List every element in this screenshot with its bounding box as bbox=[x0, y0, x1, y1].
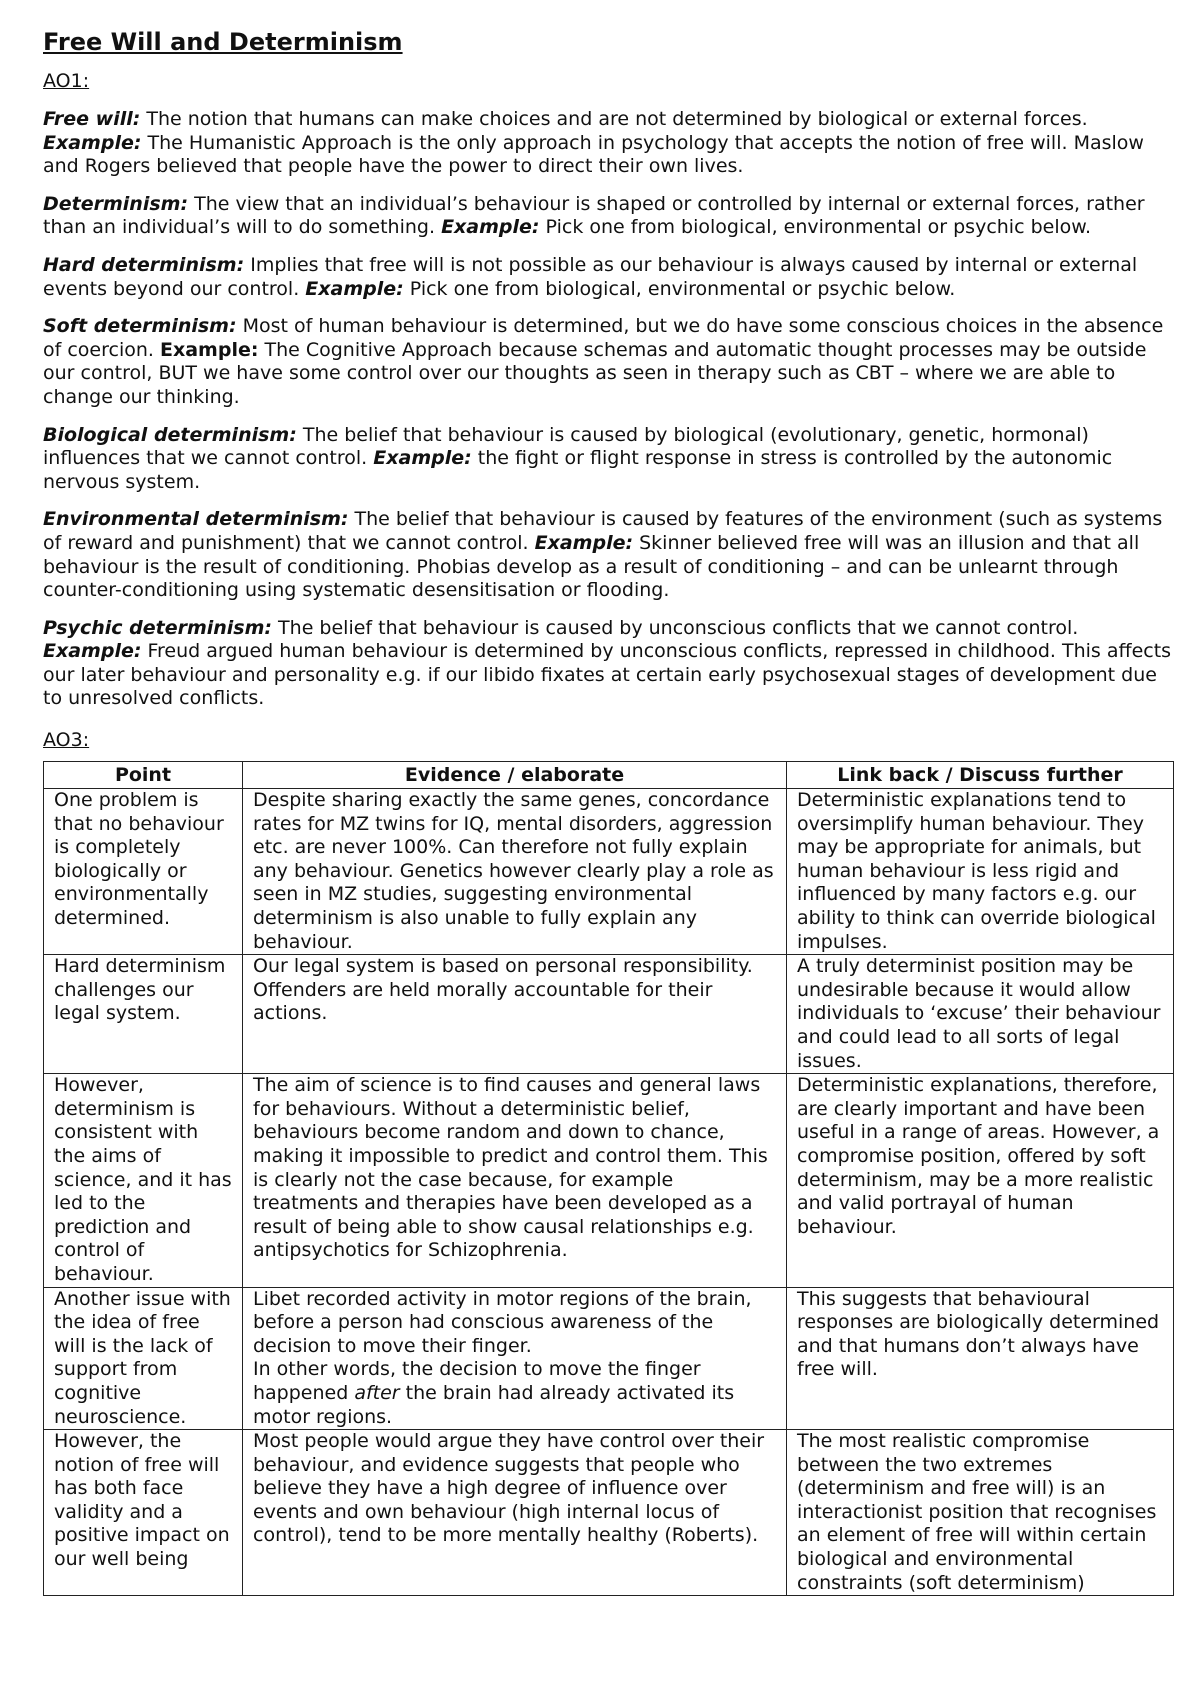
evidence-line-1: Libet recorded activity in motor regions of the brain, before a person had conscious awareness of the decision to move their finger. bbox=[253, 1287, 752, 1357]
term-free-will: Free will: bbox=[43, 108, 141, 130]
environmental-determinism-example-label: Example: bbox=[534, 531, 634, 554]
psychic-determinism-text: The belief that behaviour is caused by unconscious conflicts that we cannot control. bbox=[272, 616, 1079, 639]
term-hard-determinism: Hard determinism: bbox=[43, 253, 245, 276]
biological-determinism-example-label: Example: bbox=[373, 447, 472, 470]
link-cell: A truly determinist position may be undesirable because it would allow individuals to ‘excuse’ their behaviour and could lead to all sorts of legal issues. bbox=[787, 955, 1174, 1074]
link-cell: The most realistic compromise between the two extremes (determinism and free will) is an interactionist position that recognises an element of free will within certain biological and environmental constraints (soft determinism) bbox=[787, 1430, 1174, 1596]
link-cell: This suggests that behavioural responses are biologically determined and that humans don’t always have free will. bbox=[787, 1287, 1174, 1430]
term-biological-determinism: Biological determinism: bbox=[43, 423, 297, 446]
hard-determinism-text: Implies that free will is not possible as our behaviour is always caused by internal or external events beyond our control. bbox=[43, 253, 1138, 300]
table-row bbox=[44, 789, 1174, 955]
hard-determinism-example-text: Pick one from biological, environmental or psychic below. bbox=[403, 277, 956, 300]
header-evidence: Evidence / elaborate bbox=[243, 762, 787, 789]
biological-determinism-text: The belief that behaviour is caused by biological (evolutionary, genetic, hormonal) influences that we cannot control. bbox=[43, 423, 1089, 470]
document-title: Free Will and Determinism bbox=[43, 28, 403, 56]
soft-determinism-example-text: The Cognitive Approach because schemas and automatic thought processes may be outside our control, BUT we have some control over our thoughts as seen in therapy such as CBT – where we are able to change our thinking. bbox=[43, 338, 1147, 408]
definition-hard-determinism bbox=[43, 254, 1173, 301]
table-row bbox=[44, 1287, 1174, 1430]
determinism-text: The view that an individual’s behaviour is shaped or controlled by internal or external forces, rather than an individual’s will to do something. bbox=[43, 192, 1145, 239]
term-soft-determinism: Soft determinism: bbox=[43, 315, 237, 338]
term-determinism: Determinism: bbox=[43, 192, 189, 215]
evidence-cell: Most people would argue they have control over their behaviour, and evidence suggests that people who believe they have a high degree of influence over events and own behaviour (high internal locus of control), tend to be more mentally healthy (Roberts). bbox=[243, 1430, 787, 1596]
term-psychic-determinism: Psychic determinism: bbox=[43, 616, 273, 639]
free-will-text: The notion that humans can make choices and are not determined by biological or external forces. bbox=[140, 108, 1088, 130]
determinism-example-label: Example: bbox=[441, 216, 540, 239]
point-cell: Hard determinism challenges our legal system. bbox=[44, 955, 243, 1074]
psychic-determinism-example-text: Freud argued human behaviour is determined by unconscious conflicts, repressed in childhood. This affects our later behaviour and personality e.g. if our libido fixates at certain early psychosexual stages of development due to unresolved conflicts. bbox=[43, 640, 1172, 710]
point-cell: However, determinism is consistent with the aims of science, and it has led to the prediction and control of behaviour. bbox=[44, 1074, 243, 1287]
soft-determinism-example-label: Example: bbox=[159, 338, 259, 361]
environmental-determinism-example-text: Skinner believed free will was an illusion and that all behaviour is the result of conditioning. Phobias develop as a result of conditioning – and can be unlearnt through counter-conditioning using systematic desensitisation or flooding. bbox=[43, 531, 1140, 602]
header-point: Point bbox=[44, 762, 243, 789]
evidence-cell: Our legal system is based on personal responsibility. Offenders are held morally accountable for their actions. bbox=[243, 955, 787, 1074]
environmental-determinism-text: The belief that behaviour is caused by features of the environment (such as systems of reward and punishment) that we cannot control. bbox=[43, 508, 1163, 554]
point-cell: Another issue with the idea of free will is the lack of support from cognitive neuroscience. bbox=[44, 1287, 243, 1430]
ao1-heading: AO1: bbox=[43, 70, 90, 92]
psychic-determinism-example-label: Example: bbox=[43, 640, 142, 663]
ao3-heading: AO3: bbox=[43, 729, 90, 752]
table-row bbox=[44, 1074, 1174, 1287]
table-header-row bbox=[44, 762, 1174, 789]
point-cell: One problem is that no behaviour is completely biologically or environmentally determined. bbox=[44, 789, 243, 955]
evidence-cell: Despite sharing exactly the same genes, concordance rates for MZ twins for IQ, mental disorders, aggression etc. are never 100%. Can therefore not fully explain any behaviour. Genetics however clearly play a role as seen in MZ studies, suggesting environmental determinism is also unable to fully explain any behaviour. bbox=[243, 789, 787, 955]
soft-determinism-text: Most of human behaviour is determined, but we do have some conscious choices in the absence of coercion. bbox=[43, 315, 1164, 361]
determinism-example-text: Pick one from biological, environmental or psychic below. bbox=[539, 216, 1092, 239]
document-page bbox=[43, 22, 1173, 1596]
definition-determinism bbox=[43, 193, 1173, 240]
biological-determinism-example-text: the fight or flight response in stress is controlled by the autonomic nervous system. bbox=[43, 447, 1113, 493]
link-cell: Deterministic explanations tend to oversimplify human behaviour. They may be appropriate for animals, but human behaviour is less rigid and influenced by many factors e.g. our ability to think can override biological impulses. bbox=[787, 789, 1174, 955]
evidence-line-2-end: the brain had already activated its motor regions. bbox=[253, 1381, 735, 1428]
point-cell: However, the notion of free will has both face validity and a positive impact on our well being bbox=[44, 1430, 243, 1596]
evidence-cell bbox=[243, 1287, 787, 1430]
evidence-italic-after: after bbox=[354, 1381, 400, 1404]
definition-biological-determinism bbox=[43, 424, 1173, 495]
free-will-example-text: The Humanistic Approach is the only approach in psychology that accepts the notion of free will. Maslow and Rogers believed that people have the power to direct their own lives. bbox=[43, 131, 1144, 178]
evidence-cell: The aim of science is to find causes and general laws for behaviours. Without a deterministic belief, behaviours become random and down to chance, making it impossible to predict and control them. This is clearly not the case because, for example treatments and therapies have been developed as a result of being able to show causal relationships e.g. antipsychotics for Schizophrenia. bbox=[243, 1074, 787, 1287]
definition-environmental-determinism bbox=[43, 508, 1173, 602]
definition-free-will bbox=[43, 108, 1173, 179]
free-will-example-label: Example: bbox=[43, 131, 142, 154]
table-row bbox=[44, 955, 1174, 1074]
definition-soft-determinism bbox=[43, 315, 1173, 409]
evidence-line-2-start: In other words, the decision to move the finger happened bbox=[253, 1358, 701, 1404]
table-row bbox=[44, 1430, 1174, 1596]
definition-psychic-determinism bbox=[43, 617, 1173, 711]
term-environmental-determinism: Environmental determinism: bbox=[43, 508, 349, 531]
ao3-table bbox=[43, 761, 1174, 1596]
hard-determinism-example-label: Example: bbox=[305, 277, 404, 300]
header-link: Link back / Discuss further bbox=[787, 762, 1174, 789]
link-cell: Deterministic explanations, therefore, are clearly important and have been useful in a range of areas. However, a compromise position, offered by soft determinism, may be a more realistic and valid portrayal of human behaviour. bbox=[787, 1074, 1174, 1287]
